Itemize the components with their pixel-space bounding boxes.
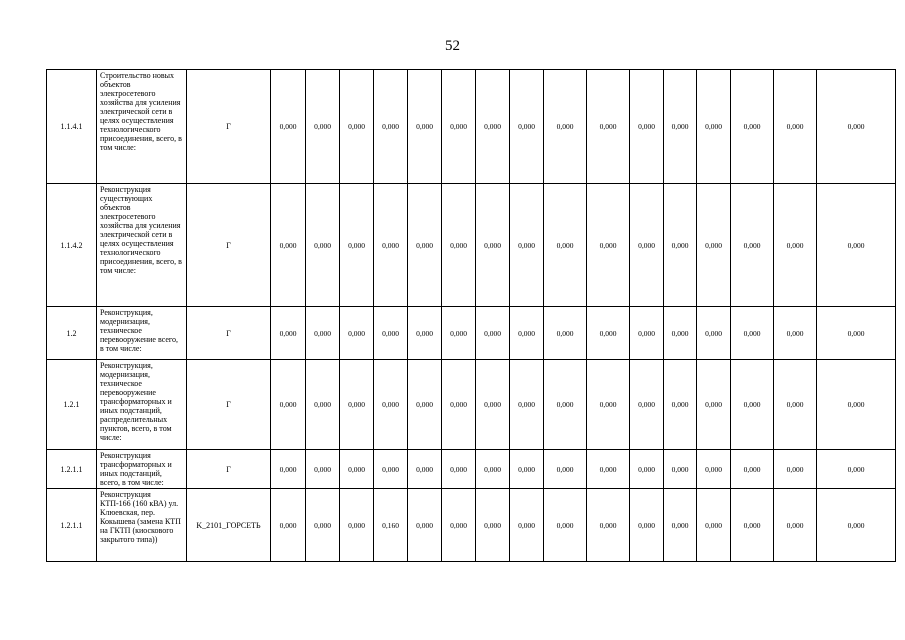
value-cell: 0,000	[510, 489, 544, 562]
value-cell: 0,000	[630, 450, 664, 489]
row-description: Строительство новых объектов электросетевого хозяйства для усиления электрической сети в целях осуществления технологического присоединения, всего, в том числе:	[97, 70, 187, 184]
value-cell: 0,000	[664, 450, 697, 489]
row-code: 1.2.1	[47, 360, 97, 450]
value-cell: 0,000	[731, 307, 774, 360]
row-code: 1.2.1.1	[47, 450, 97, 489]
value-cell: 0,000	[731, 184, 774, 307]
value-cell: 0,000	[408, 450, 442, 489]
value-cell: 0,000	[630, 489, 664, 562]
value-cell: 0,000	[817, 360, 896, 450]
row-identifier: Г	[187, 70, 271, 184]
value-cell: 0,000	[774, 307, 817, 360]
value-cell: 0,160	[374, 489, 408, 562]
table-row	[47, 184, 896, 307]
value-cell: 0,000	[664, 70, 697, 184]
table-row	[47, 450, 896, 489]
value-cell: 0,000	[340, 450, 374, 489]
row-description: Реконструкция, модернизация, техническое перевооружение всего, в том числе:	[97, 307, 187, 360]
value-cell: 0,000	[664, 489, 697, 562]
value-cell: 0,000	[374, 184, 408, 307]
value-cell: 0,000	[408, 70, 442, 184]
value-cell: 0,000	[731, 70, 774, 184]
value-cell: 0,000	[374, 307, 408, 360]
value-cell: 0,000	[664, 184, 697, 307]
value-cell: 0,000	[510, 450, 544, 489]
value-cell: 0,000	[697, 184, 731, 307]
value-cell: 0,000	[476, 360, 510, 450]
value-cell: 0,000	[774, 489, 817, 562]
value-cell: 0,000	[774, 184, 817, 307]
value-cell: 0,000	[697, 70, 731, 184]
value-cell: 0,000	[510, 307, 544, 360]
value-cell: 0,000	[340, 489, 374, 562]
value-cell: 0,000	[408, 360, 442, 450]
value-cell: 0,000	[630, 70, 664, 184]
value-cell: 0,000	[306, 70, 340, 184]
value-cell: 0,000	[476, 70, 510, 184]
value-cell: 0,000	[817, 70, 896, 184]
value-cell: 0,000	[587, 360, 630, 450]
value-cell: 0,000	[306, 360, 340, 450]
row-identifier: K_2101_ГОРСЕТЬ	[187, 489, 271, 562]
table-row	[47, 70, 896, 184]
value-cell: 0,000	[306, 489, 340, 562]
value-cell: 0,000	[587, 70, 630, 184]
value-cell: 0,000	[697, 360, 731, 450]
row-description: Реконструкция существующих объектов электросетевого хозяйства для усиления электрической сети в целях осуществления технологического присоединения, всего, в том числе:	[97, 184, 187, 307]
table-body	[47, 70, 896, 562]
table-row	[47, 360, 896, 450]
value-cell: 0,000	[374, 450, 408, 489]
value-cell: 0,000	[544, 489, 587, 562]
value-cell: 0,000	[630, 184, 664, 307]
value-cell: 0,000	[271, 307, 306, 360]
value-cell: 0,000	[271, 489, 306, 562]
value-cell: 0,000	[774, 70, 817, 184]
value-cell: 0,000	[408, 307, 442, 360]
value-cell: 0,000	[510, 184, 544, 307]
value-cell: 0,000	[587, 450, 630, 489]
value-cell: 0,000	[476, 307, 510, 360]
value-cell: 0,000	[587, 489, 630, 562]
value-cell: 0,000	[442, 184, 476, 307]
value-cell: 0,000	[340, 184, 374, 307]
investment-program-table	[46, 69, 896, 562]
value-cell: 0,000	[271, 450, 306, 489]
value-cell: 0,000	[306, 184, 340, 307]
value-cell: 0,000	[408, 184, 442, 307]
table-row	[47, 489, 896, 562]
value-cell: 0,000	[271, 360, 306, 450]
value-cell: 0,000	[442, 489, 476, 562]
value-cell: 0,000	[774, 450, 817, 489]
row-code: 1.2.1.1	[47, 489, 97, 562]
value-cell: 0,000	[697, 489, 731, 562]
value-cell: 0,000	[697, 307, 731, 360]
value-cell: 0,000	[476, 450, 510, 489]
value-cell: 0,000	[476, 184, 510, 307]
row-description: Реконструкция, модернизация, техническое перевооружение трансформаторных и иных подстанций, распределительных пунктов, всего, в том числе:	[97, 360, 187, 450]
row-code: 1.1.4.1	[47, 70, 97, 184]
value-cell: 0,000	[442, 307, 476, 360]
value-cell: 0,000	[442, 450, 476, 489]
value-cell: 0,000	[306, 307, 340, 360]
value-cell: 0,000	[271, 70, 306, 184]
value-cell: 0,000	[817, 489, 896, 562]
value-cell: 0,000	[476, 489, 510, 562]
row-identifier: Г	[187, 360, 271, 450]
row-identifier: Г	[187, 450, 271, 489]
row-code: 1.2	[47, 307, 97, 360]
value-cell: 0,000	[587, 184, 630, 307]
value-cell: 0,000	[664, 360, 697, 450]
value-cell: 0,000	[340, 307, 374, 360]
value-cell: 0,000	[271, 184, 306, 307]
value-cell: 0,000	[774, 360, 817, 450]
row-identifier: Г	[187, 184, 271, 307]
value-cell: 0,000	[664, 307, 697, 360]
value-cell: 0,000	[630, 307, 664, 360]
row-description: Реконструкция КТП-166 (160 кВА) ул. Клюевская, пер. Кокышева (замена КТП на ГКТП (киоскового закрытого типа))	[97, 489, 187, 562]
value-cell: 0,000	[630, 360, 664, 450]
value-cell: 0,000	[340, 360, 374, 450]
value-cell: 0,000	[442, 70, 476, 184]
row-code: 1.1.4.2	[47, 184, 97, 307]
value-cell: 0,000	[731, 450, 774, 489]
value-cell: 0,000	[731, 360, 774, 450]
value-cell: 0,000	[340, 70, 374, 184]
page-number: 52	[445, 38, 460, 54]
value-cell: 0,000	[442, 360, 476, 450]
value-cell: 0,000	[587, 307, 630, 360]
value-cell: 0,000	[306, 450, 340, 489]
table-row	[47, 307, 896, 360]
value-cell: 0,000	[731, 489, 774, 562]
row-identifier: Г	[187, 307, 271, 360]
value-cell: 0,000	[374, 360, 408, 450]
value-cell: 0,000	[544, 360, 587, 450]
value-cell: 0,000	[510, 70, 544, 184]
value-cell: 0,000	[817, 184, 896, 307]
value-cell: 0,000	[544, 184, 587, 307]
row-description: Реконструкция трансформаторных и иных подстанций, всего, в том числе:	[97, 450, 187, 489]
value-cell: 0,000	[510, 360, 544, 450]
value-cell: 0,000	[544, 450, 587, 489]
value-cell: 0,000	[544, 307, 587, 360]
value-cell: 0,000	[374, 70, 408, 184]
value-cell: 0,000	[408, 489, 442, 562]
value-cell: 0,000	[697, 450, 731, 489]
value-cell: 0,000	[817, 307, 896, 360]
value-cell: 0,000	[544, 70, 587, 184]
value-cell: 0,000	[817, 450, 896, 489]
